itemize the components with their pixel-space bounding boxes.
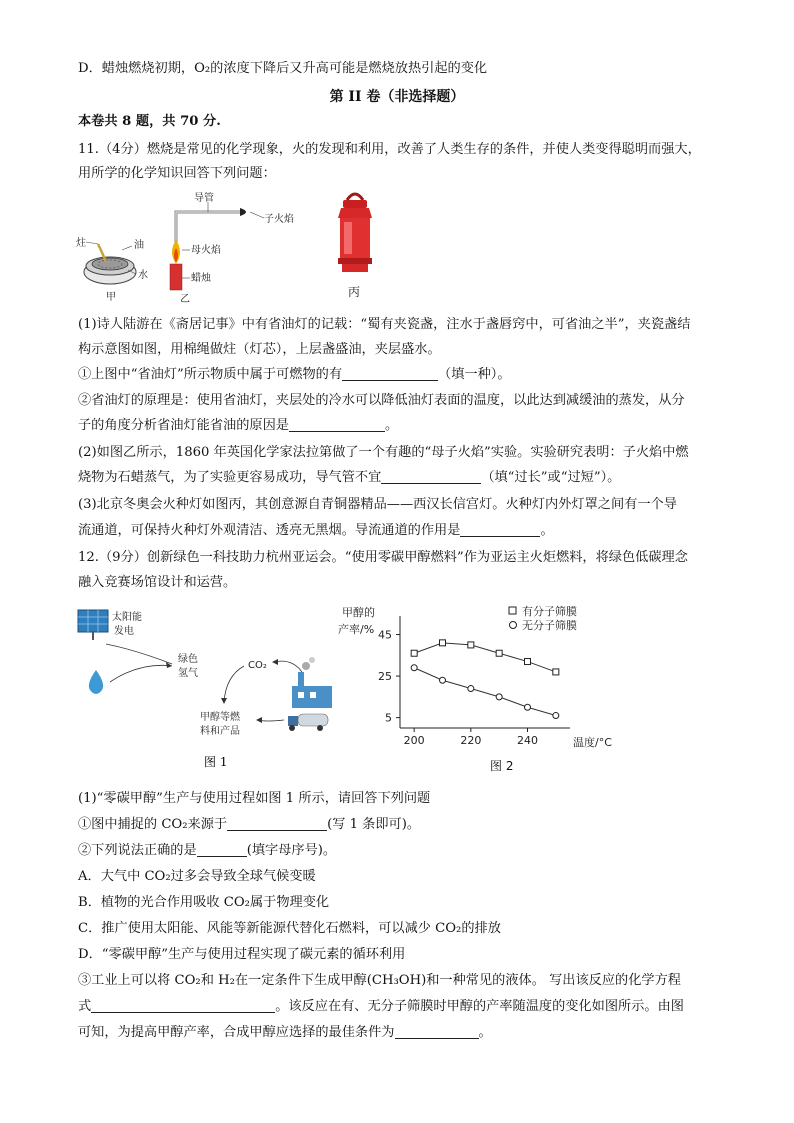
q11-p1-b-line2	[78, 417, 398, 435]
label-zhu: 炷	[76, 238, 86, 249]
answer-blank-oil-saving-reason[interactable]	[289, 417, 385, 432]
q11-intro-2: 用所学的化学知识回答下列问题：	[78, 166, 276, 181]
label-shui: 水	[138, 270, 148, 281]
mother-child-flame-figure	[160, 192, 300, 304]
label-zihuoyan: 子火焰	[264, 214, 294, 225]
answer-blank-combustible[interactable]	[342, 366, 438, 381]
q11-p2-line1: (2)如图乙所示，1860 年英国化学家法拉第做了一个有趣的“母子火焰”实验。实验研究表明：子火焰中燃	[78, 445, 689, 460]
methanol-cycle-figure	[76, 606, 356, 769]
y-tick-label: 25	[378, 670, 392, 684]
q12-p1-a-text: ①图中捕捉的 CO₂来源于	[78, 817, 228, 832]
data-point-square	[468, 642, 474, 648]
q12-p1-b	[78, 842, 336, 860]
label-muhuoyan: 母火焰	[191, 245, 221, 256]
option-c: C．推广使用太阳能、风能等新能源代替化石燃料，可以减少 CO₂的排放	[78, 921, 501, 936]
label-hydrogen: 氢气	[178, 668, 198, 679]
answer-blank-co2-source[interactable]	[227, 816, 327, 831]
data-point-circle	[468, 686, 474, 692]
label-lazhu: 蜡烛	[191, 273, 211, 284]
y-axis-label-line1: 甲醇的	[342, 606, 375, 619]
fig1-caption: 图 1	[204, 755, 228, 769]
legend-marker-circle	[510, 622, 517, 629]
option-b: B．植物的光合作用吸收 CO₂属于物理变化	[78, 895, 330, 910]
q12-p1-c-text: 式	[78, 999, 92, 1014]
label-green: 绿色	[178, 654, 198, 665]
q11-p1-a-tail: （填一种）。	[438, 367, 511, 382]
factory-icon	[292, 657, 332, 708]
data-point-circle	[525, 704, 531, 710]
data-point-circle	[553, 713, 559, 719]
q11-p2-text: 烧物为石蜡蒸气，为了实验更容易成功，导气管不宜	[78, 470, 382, 485]
caption-jia: 甲	[106, 292, 116, 303]
q11-p3-tail: 。	[540, 523, 554, 538]
legend-label: 有分子筛膜	[522, 605, 577, 618]
methanol-yield-chart	[330, 600, 630, 772]
x-tick-label: 200	[403, 734, 425, 747]
q11-p3-line2	[78, 522, 554, 540]
label-you: 油	[134, 240, 144, 251]
answer-blank-best-condition[interactable]	[395, 1024, 479, 1039]
q12-p1-title: (1)“零碳甲醇”生产与使用过程如图 1 所示，请回答下列问题	[78, 791, 431, 806]
q11-p1-a	[78, 366, 511, 384]
q12-p1-c-line1: ③工业上可以将 CO₂和 H₂在一定条件下生成甲醇(CH₃OH)和一种常见的液体。 写出该反应的化学方程	[78, 973, 681, 988]
q11-intro-1: 11.（4分）燃烧是常见的化学现象，火的发现和利用，改善了人类生存的条件，并使人类变得聪明而强大，	[78, 142, 701, 157]
section-title: 第 II 卷（非选择题）	[329, 89, 465, 105]
legend-marker-square	[509, 607, 516, 614]
water-drop-icon	[89, 670, 103, 694]
q11-p1-b-tail: 。	[385, 418, 399, 433]
option-d-previous: D．蜡烛燃烧初期，O₂的浓度下降后又升高可能是燃烧放热引起的变化	[78, 61, 488, 76]
q12-p1-d-text: 可知，为提高甲醇产率，合成甲醇应选择的最佳条件为	[78, 1025, 395, 1040]
answer-blank-tube-length[interactable]	[381, 469, 481, 484]
data-point-circle	[496, 694, 502, 700]
flame-lantern-figure	[330, 190, 380, 306]
q11-p1-line1: (1)诗人陆游在《斋居记事》中有省油灯的记载：“蜀有夹瓷盏，注水于盏唇窍中，可省油之半”，夹瓷盏结	[78, 317, 691, 332]
q11-p1-b-text: 子的角度分析省油灯能省油的原因是	[78, 418, 289, 433]
section-note: 本卷共 8 题，共 70 分.	[78, 114, 221, 129]
q11-p3-line1: (3)北京冬奥会火种灯如图丙，其创意源自青铜器精品——西汉长信宫灯。火种灯内外灯罩之间有一个导	[78, 497, 677, 512]
q12-intro-1: 12.（9分）创新绿色一科技助力杭州亚运会。“使用零碳甲醇燃料”作为亚运主火炬燃料，将绿色低碳理念	[78, 550, 688, 565]
q12-p1-a	[78, 816, 420, 834]
data-point-circle	[440, 677, 446, 683]
solar-panel-icon	[78, 610, 108, 640]
legend-label: 无分子筛膜	[522, 619, 577, 632]
q11-p1-a-text: ①上图中“省油灯”所示物质中属于可燃物的有	[78, 367, 343, 382]
q11-p3-text: 流通道，可保持火种灯外观清洁、透亮无黑烟。导流通道的作用是	[78, 523, 461, 538]
q12-p1-d-tail: 。	[478, 1025, 492, 1040]
x-axis-label: 温度/°C	[573, 736, 612, 749]
option-a: A．大气中 CO₂过多会导致全球气候变暖	[78, 869, 316, 884]
answer-blank-equation[interactable]	[91, 998, 275, 1013]
label-fuel-1: 甲醇等燃	[200, 712, 240, 723]
caption-yi: 乙	[180, 294, 190, 305]
q12-p1-c-mid: 。该反应在有、无分子筛膜时甲醇的产率随温度的变化如图所示。由图	[275, 999, 684, 1014]
answer-blank-correct-options[interactable]	[197, 842, 247, 857]
q12-p1-b-tail: (填字母序号)。	[246, 843, 337, 858]
x-tick-label: 240	[517, 734, 538, 747]
label-power: 发电	[114, 626, 134, 637]
data-point-square	[411, 650, 417, 656]
data-point-square	[440, 640, 446, 646]
data-point-square	[553, 669, 559, 675]
q12-p1-d	[78, 1024, 492, 1042]
y-tick-label: 5	[385, 711, 392, 725]
q12-p1-c-line2	[78, 998, 684, 1016]
series-line-2	[414, 668, 556, 716]
y-tick-label: 45	[378, 628, 392, 642]
label-daoguan: 导管	[194, 193, 214, 204]
label-co2: CO₂	[248, 660, 267, 671]
x-tick-label: 220	[460, 734, 482, 747]
q11-p2-tail: （填“过长”或“过短”）。	[481, 470, 621, 485]
q12-p1-a-tail: (写 1 条即可)。	[327, 817, 421, 832]
label-fuel-2: 料和产品	[200, 726, 240, 737]
y-axis-label-line2: 产率/%	[338, 623, 375, 636]
q11-p2-line2	[78, 469, 620, 487]
q12-intro-2: 融入竞赛场馆设计和运营。	[78, 575, 237, 590]
truck-icon	[288, 714, 328, 731]
data-point-circle	[411, 665, 417, 671]
answer-blank-channel-function[interactable]	[460, 522, 540, 537]
fig2-caption: 图 2	[490, 759, 514, 773]
data-point-square	[525, 659, 531, 665]
option-d: D．“零碳甲醇”生产与使用过程实现了碳元素的循环利用	[78, 947, 406, 962]
q11-p1-line2: 构示意图如图，用棉绳做炷（灯芯），上层盏盛油，夹层盛水。	[78, 342, 441, 357]
label-solar: 太阳能	[112, 612, 142, 623]
oil-lamp-figure	[76, 232, 156, 304]
series-line-1	[414, 643, 556, 672]
caption-bing: 丙	[348, 285, 361, 299]
q12-p1-b-text: ②下列说法正确的是	[78, 843, 197, 858]
data-point-square	[496, 650, 502, 656]
q11-p1-b-line1: ②省油灯的原理是：使用省油灯，夹层处的冷水可以降低油灯表面的温度，以此达到减缓油的蒸发，从分	[78, 393, 685, 408]
